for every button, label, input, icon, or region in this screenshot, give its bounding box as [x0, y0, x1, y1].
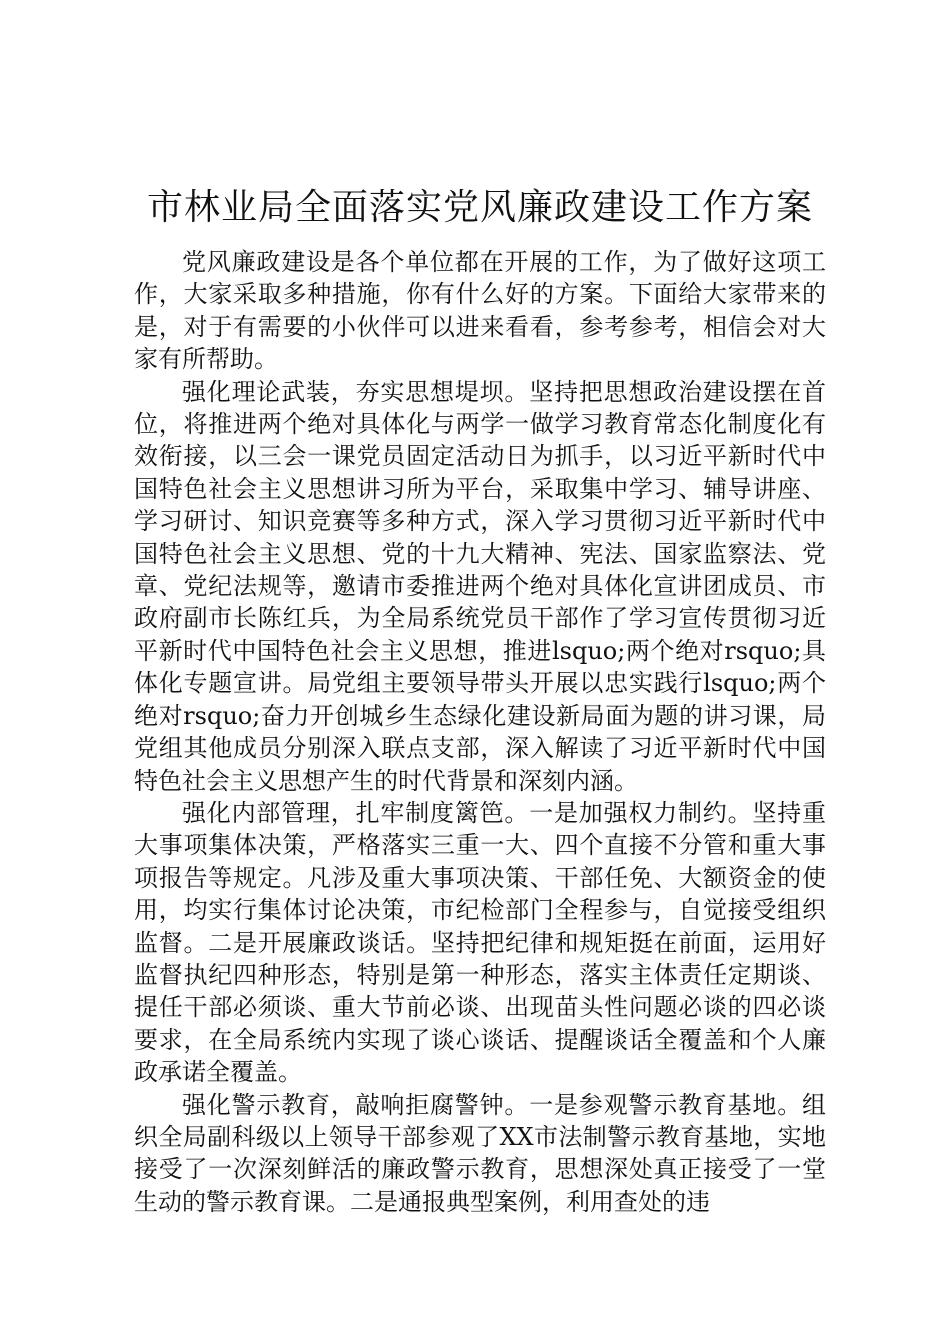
intro-paragraph: 党风廉政建设是各个单位都在开展的工作，为了做好这项工作，大家采取多种措施，你有什么好的方案。下面给大家带来的是，对于有需要的小伙伴可以进来看看，参考参考，相信会对大家有所帮助。 — [134, 248, 826, 374]
warning-education-paragraph: 强化警示教育，敲响拒腐警钟。一是参观警示教育基地。组织全局副科级以上领导干部参观了XX市法制警示教育基地，实地接受了一次深刻鲜活的廉政警示教育，思想深处真正接受了一堂生动的警示教育课。二是通报典型案例，利用查处的违 — [134, 1090, 826, 1216]
document-page — [134, 178, 826, 1218]
theory-paragraph: 强化理论武装，夯实思想堤坝。坚持把思想政治建设摆在首位，将推进两个绝对具体化与两学一做学习教育常态化制度化有效衔接，以三会一课党员固定活动日为抓手，以习近平新时代中国特色社会主义思想讲习所为平台，采取集中学习、辅导讲座、学习研讨、知识竞赛等多种方式，深入学习贯彻习近平新时代中国特色社会主义思想、党的十九大精神、宪法、国家监察法、党章、党纪法规等，邀请市委推进两个绝对具体化宣讲团成员、市政府副市长陈红兵，为全局系统党员干部作了学习宣传贯彻习近平新时代中国特色社会主义思想，推进lsquo;两个绝对rsquo;具体化专题宣讲。局党组主要领导带头开展以忠实践行lsquo;两个绝对rsquo;奋力开创城乡生态绿化建设新局面为题的讲习课，局党组其他成员分别深入联点支部，深入解读了习近平新时代中国特色社会主义思想产生的时代背景和深刻内涵。 — [134, 377, 826, 795]
management-paragraph: 强化内部管理，扎牢制度篱笆。一是加强权力制约。坚持重大事项集体决策，严格落实三重一大、四个直接不分管和重大事项报告等规定。凡涉及重大事项决策、干部任免、大额资金的使用，均实行集体讨论决策，市纪检部门全程参与，自觉接受组织监督。二是开展廉政谈话。坚持把纪律和规矩挺在前面，运用好监督执纪四种形态，特别是第一种形态，落实主体责任定期谈、提任干部必须谈、重大节前必谈、出现苗头性问题必谈的四必谈要求，在全局系统内实现了谈心谈话、提醒谈话全覆盖和个人廉政承诺全覆盖。 — [134, 798, 826, 1087]
document-title: 市林业局全面落实党风廉政建设工作方案 — [146, 187, 813, 228]
